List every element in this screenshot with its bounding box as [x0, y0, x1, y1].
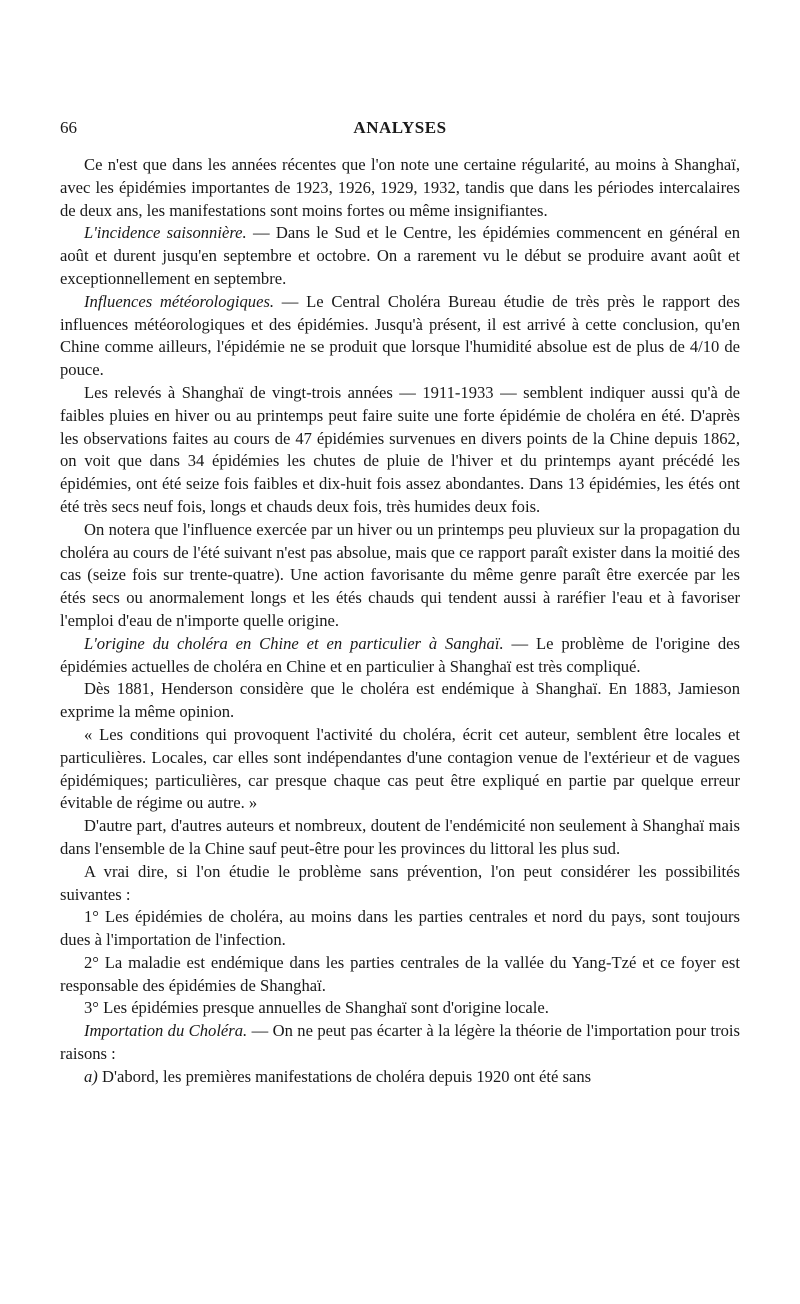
paragraph — [60, 678, 740, 724]
paragraph — [60, 633, 740, 679]
paragraph-text: D'abord, les premières manifestations de choléra depuis 1920 ont été sans — [97, 1066, 592, 1086]
paragraph — [60, 997, 740, 1020]
paragraph-text: Les relevés à Shanghaï de vingt-trois années — 1911-1933 — semblent indiquer aussi qu'à de faibles pluies en hiver ou au printemps peut faire suite une forte épidémie de choléra en été. D'après les observations faites au cours de 47 épidémies survenues en divers points de la Chine depuis 1862, on voit que dans 34 épidémies les chutes de pluie de l'hiver et du printemps ayant précédé les épidémies, ont été seize fois faibles et dix-huit fois assez abondantes. Dans 13 épidémies, les étés ont été très secs neuf fois, longs et chauds deux fois, très humides deux fois. — [60, 382, 740, 516]
paragraph — [60, 1020, 740, 1066]
paragraph-text: Dès 1881, Henderson considère que le choléra est endémique à Shanghaï. En 1883, Jamieson exprime la même opinion. — [60, 679, 740, 722]
paragraph-text: A vrai dire, si l'on étudie le problème sans prévention, l'on peut considérer les possibilités suivantes : — [60, 861, 740, 904]
paragraph — [60, 382, 740, 519]
paragraph — [60, 861, 740, 907]
paragraph-text: 1° Les épidémies de choléra, au moins dans les parties centrales et nord du pays, sont toujours dues à l'importation de l'infection. — [60, 907, 740, 950]
paragraph-text: 3° Les épidémies presque annuelles de Shanghaï sont d'origine locale. — [84, 998, 549, 1018]
paragraph — [60, 1066, 740, 1089]
paragraph-text: 2° La maladie est endémique dans les parties centrales de la vallée du Yang-Tzé et ce foyer est responsable des épidémies de Shanghaï. — [60, 952, 740, 995]
paragraph-text: — Le problème de l'origine des épidémies actuelles de choléra en Chine et en particulier à Shanghaï est très compliqué. — [60, 633, 740, 676]
running-head: ANALYSES — [353, 118, 447, 137]
paragraph — [60, 519, 740, 633]
paragraph-lead: L'incidence saisonnière. — [84, 223, 247, 243]
paragraph — [60, 724, 740, 815]
paragraph-lead: Importation du Choléra. — [84, 1021, 248, 1041]
paragraph-lead: a) — [84, 1066, 98, 1086]
paragraph — [60, 291, 740, 382]
paragraph — [60, 222, 740, 290]
document-page — [60, 118, 740, 1089]
paragraph-lead: L'origine du choléra en Chine et en particulier à Sanghaï. — [84, 633, 504, 653]
paragraph-text: On notera que l'influence exercée par un hiver ou un printemps peu pluvieux sur la propagation du choléra au cours de l'été suivant n'est pas absolue, mais que ce rapport paraît exister dans la moitié des cas (seize fois sur trente-quatre). Une action favorisante du même genre paraît être exercée par les étés secs ou anormalement longs et les étés chauds qui tendent aussi à raréfier l'eau et à favoriser l'emploi d'eau de n'importe quelle origine. — [60, 519, 740, 630]
paragraph — [60, 906, 740, 952]
paragraph — [60, 815, 740, 861]
paragraph — [60, 952, 740, 998]
paragraph-text: — Dans le Sud et le Centre, les épidémies commencent en général en août et durent jusqu'en septembre et octobre. On a rarement vu le début se produire avant août et exceptionnellement en septembre. — [60, 223, 741, 288]
paragraph-text: « Les conditions qui provoquent l'activité du choléra, écrit cet auteur, semblent être locales et particulières. Locales, car elles sont indépendantes d'une contagion venue de l'extérieur et de vagues épidémiques; particulières, car presque chaque cas peut être expliqué en partie par quelque erreur évitable de régime ou autre. » — [60, 724, 740, 813]
body-text — [60, 154, 740, 1089]
page-header — [60, 118, 740, 148]
paragraph-text: Ce n'est que dans les années récentes que l'on note une certaine régularité, au moins à Shanghaï, avec les épidémies importantes de 1923, 1926, 1929, 1932, tandis que dans les périodes intercalaires de deux ans, les manifestations sont moins fortes ou même insignifiantes. — [60, 155, 740, 220]
paragraph — [60, 154, 740, 222]
page-number: 66 — [60, 118, 77, 137]
paragraph-lead: Influences météorologiques. — [84, 291, 275, 311]
paragraph-text: — Le Central Choléra Bureau étudie de très près le rapport des influences météorologiques et des épidémies. Jusqu'à présent, il est arrivé à cette conclusion, qu'en Chine comme ailleurs, l'épidémie ne se produit que lorsque l'humidité absolue est de plus de 4/10 de pouce. — [60, 291, 740, 380]
paragraph-text: D'autre part, d'autres auteurs et nombreux, doutent de l'endémicité non seulement à Shanghaï mais dans l'ensemble de la Chine sauf peut-être pour les provinces du littoral les plus sud. — [60, 816, 740, 858]
paragraph-text: — On ne peut pas écarter à la légère la théorie de l'importation pour trois raisons : — [60, 1021, 740, 1064]
